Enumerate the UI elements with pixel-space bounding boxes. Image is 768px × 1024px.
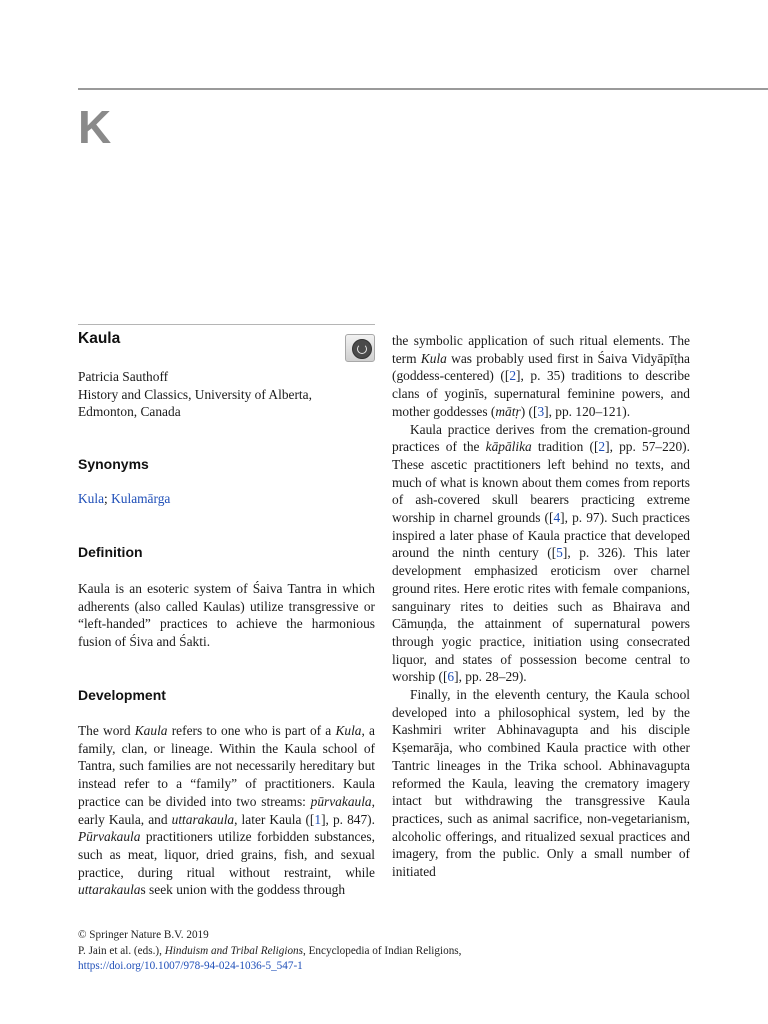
top-rule (78, 88, 768, 90)
entry-title: Kaula (78, 330, 121, 347)
synonyms-heading: Synonyms (78, 456, 149, 472)
right-paragraph-1: the symbolic application of such ritual elements. The term Kula was probably used first in Śaiva Vidyāpīṭha (goddess-centered) ([2], p. 35) traditions to describe clans of yoginīs, supernatural feminine powers, and mother goddesses (mātṛ) ([3], pp. 120–121). (392, 333, 691, 419)
synonym-separator: ; (104, 491, 112, 506)
author-affiliation: History and Classics, University of Alberta, (78, 386, 312, 402)
author-block (78, 368, 378, 421)
author-location: Edmonton, Canada (78, 404, 181, 419)
copyright-line: © Springer Nature B.V. 2019 (78, 929, 209, 941)
right-column (392, 332, 690, 881)
ref-link-6[interactable]: 6 (447, 669, 455, 685)
section-letter: K (78, 101, 112, 153)
right-paragraph-2: Kaula practice derives from the cremation-ground practices of the kāpālika tradition ([2], pp. 57–220). These ascetic practitioners left behind no texts, and much of what is known about them comes from reports of ash-covered skull bearers practicing extreme worship in charnel grounds ([4], p. 97). Such practices inspired a later phase of Kaula practice that developed around the ninth century ([5], p. 326). This later development emphasized eroticism over charnel ground rites. Here erotic rites with female companions, sanguinary rites to deities such as Bhairava and Cāmuṇḍa, the attainment of supernatural powers through yogic practice, initiation using consecrated liquor, and states of possession become central to worship ([6], pp. 28–29). (392, 421, 690, 685)
definition-heading: Definition (78, 544, 143, 560)
citation-line: P. Jain et al. (eds.), Hinduism and Tribal Religions, Encyclopedia of Indian Religions, (78, 944, 462, 957)
crossmark-update-icon[interactable] (345, 334, 375, 362)
synonym-link-kulamarga[interactable]: Kulamārga (111, 491, 171, 506)
entry-rule (78, 324, 375, 325)
development-paragraph: The word Kaula refers to one who is part of a Kula, a family, clan, or lineage. Within the Kaula school of Tantra, such families are not necessarily hereditary but instead refer to a “family” of practitioners. Kaula practice can be divided into two streams: pūrvakaula, early Kaula, and uttarakaula, later Kaula ([1], p. 847). Pūrvakaula practitioners utilize forbidden substances, such as meat, liquor, dried grains, fish, and sexual practice, during ritual without restraint, while uttarakaulas seek union with the goddess through (78, 723, 375, 898)
ref-link-2b[interactable]: 2 (598, 439, 606, 455)
development-heading: Development (78, 687, 166, 703)
ref-link-4[interactable]: 4 (553, 510, 561, 526)
ref-link-1[interactable]: 1 (314, 811, 322, 827)
author-name: Patricia Sauthoff (78, 369, 169, 384)
synonyms-list (78, 491, 170, 507)
ref-link-2[interactable]: 2 (509, 368, 517, 384)
doi-link[interactable]: https://doi.org/10.1007/978-94-024-1036-5_547-1 (78, 960, 303, 972)
ref-link-3[interactable]: 3 (537, 403, 545, 419)
footer (78, 928, 461, 975)
synonym-link-kula[interactable]: Kula (78, 491, 105, 506)
ref-link-5[interactable]: 5 (556, 545, 563, 561)
definition-text: Kaula is an esoteric system of Śaiva Tantra in which adherents (also called Kaulas) utilize transgressive or “left-handed” practices to achieve the harmonious fusion of Śiva and Śakti. (78, 581, 375, 650)
right-paragraph-3: Finally, in the eleventh century, the Kaula school developed into a philosophical system, led by the Kashmiri writer Abhinavagupta and his disciple Kṣemarāja, who combined Kaula practice with other Tantric lineages in the Trika school. Abhinavagupta reformed the Kaula, leaving the crematory imagery intact but withdrawing the transgressive Kaula practices, such as animal sacrifice, non-vegetarianism, alcoholic offerings, and ritualized sexual practices and imagery, from the public. Only a small number of initiated (392, 687, 690, 880)
